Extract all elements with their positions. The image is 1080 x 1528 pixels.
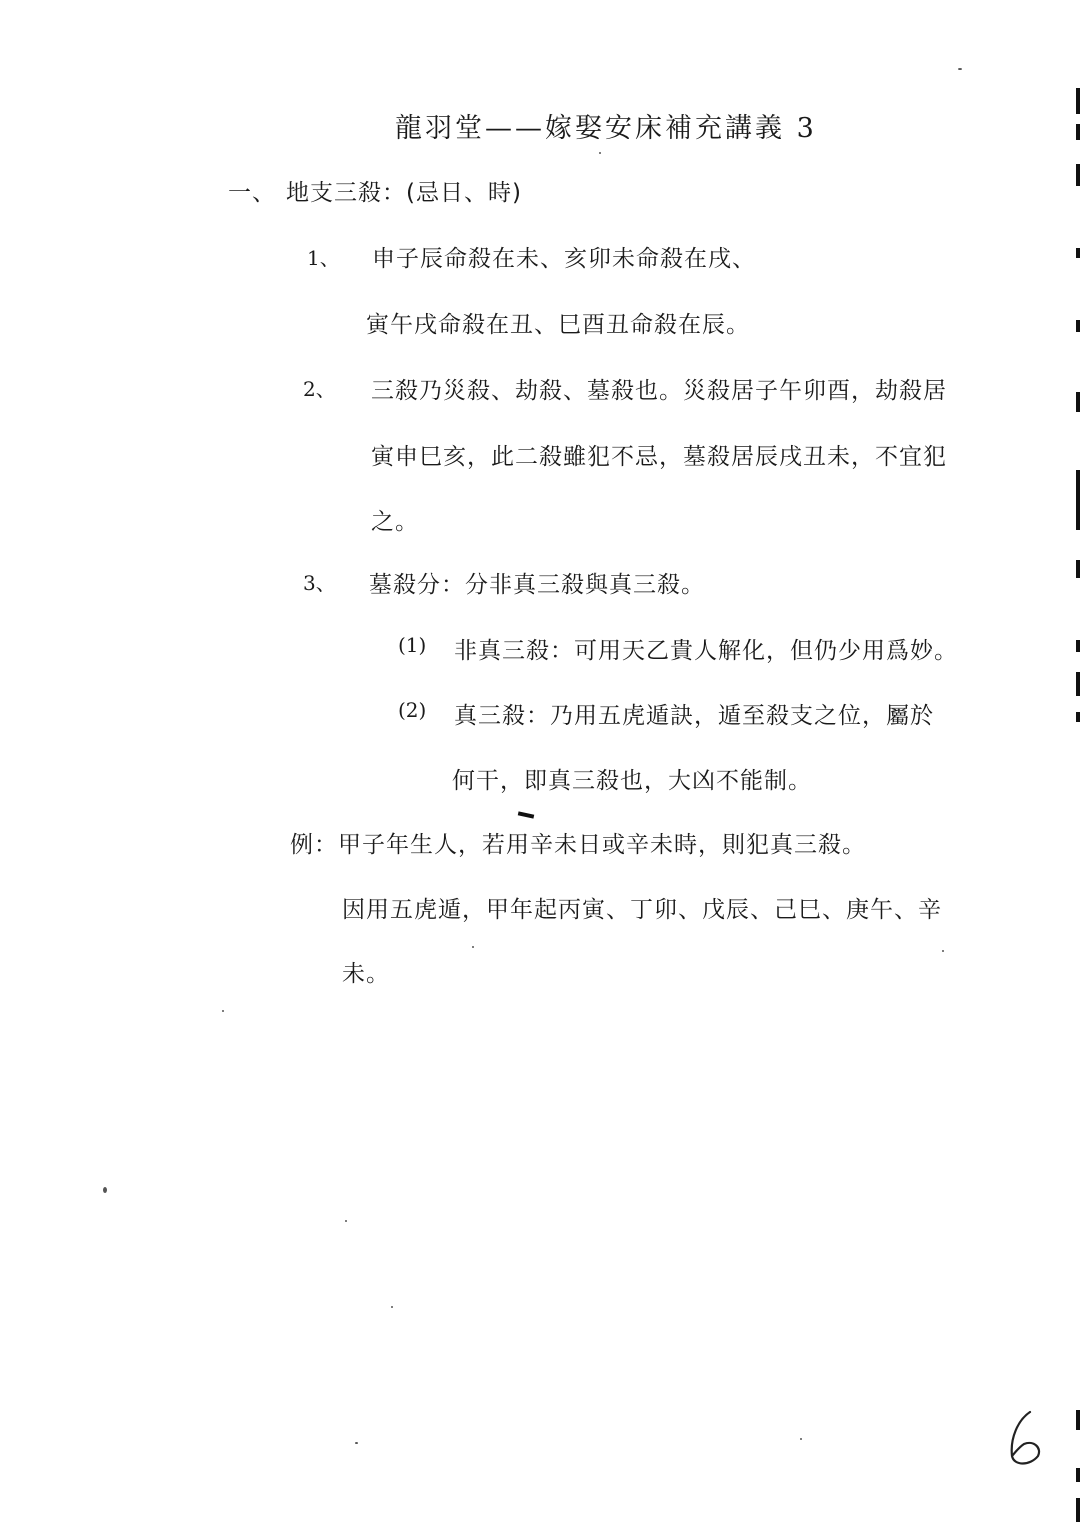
section-heading: 地支三殺：(忌日、時): [286, 180, 522, 206]
ink-mark: [518, 811, 534, 818]
scan-edge-mark: [1076, 320, 1080, 332]
item-number: 3、: [303, 571, 336, 595]
scan-edge-mark: [1076, 712, 1080, 722]
item-line: 寅午戌命殺在丑、巳酉丑命殺在辰。: [366, 312, 750, 338]
item-number: 2、: [303, 377, 336, 401]
example-line: 因用五虎遁，甲年起丙寅、丁卯、戊辰、己巳、庚午、辛: [342, 897, 942, 923]
document-title: 龍羽堂——嫁娶安床補充講義 3: [395, 113, 817, 144]
scan-edge-mark: [1076, 640, 1080, 652]
scan-speck: [103, 1187, 107, 1193]
scan-speck: [472, 946, 474, 948]
item-line: 申子辰命殺在未、亥卯未命殺在戌、: [372, 246, 756, 272]
scan-edge-mark: [1076, 1468, 1080, 1482]
section-marker: 一、: [228, 180, 276, 206]
scan-edge-mark: [1076, 470, 1080, 530]
scan-edge-mark: [1076, 124, 1080, 140]
item-number: 1、: [307, 246, 340, 270]
item-line: 之。: [371, 509, 419, 535]
scan-edge-mark: [1076, 392, 1080, 412]
subitem-label: (2): [398, 698, 427, 722]
scan-speck: [222, 1010, 224, 1012]
example-line: 未。: [342, 961, 390, 987]
scan-edge-mark: [1076, 1410, 1080, 1430]
scan-speck: [942, 950, 944, 952]
item-line: 墓殺分：分非真三殺與真三殺。: [369, 572, 705, 598]
scan-edge-mark: [1076, 88, 1080, 114]
item-line: 寅申巳亥，此二殺雖犯不忌，墓殺居辰戌丑未，不宜犯: [371, 444, 947, 470]
subitem-line: 非真三殺：可用天乙貴人解化，但仍少用爲妙。: [454, 638, 958, 664]
scan-edge-mark: [1076, 560, 1080, 578]
scan-edge-mark: [1076, 248, 1080, 258]
scan-speck: [345, 1220, 347, 1222]
example-line: 例：甲子年生人，若用辛未日或辛未時，則犯真三殺。: [290, 832, 866, 858]
scan-speck: [958, 68, 962, 70]
scan-speck: [355, 1442, 358, 1444]
scan-speck: [391, 1306, 393, 1308]
scan-edge-mark: [1076, 1498, 1080, 1522]
scan-edge-mark: [1076, 164, 1080, 186]
subitem-line: 真三殺：乃用五虎遁訣，遁至殺支之位，屬於: [454, 703, 934, 729]
subitem-line: 何干，即真三殺也，大凶不能制。: [452, 768, 812, 794]
handwritten-page-number: [1006, 1408, 1046, 1468]
scan-speck: [599, 152, 601, 154]
scan-speck: [800, 1438, 802, 1440]
item-line: 三殺乃災殺、劫殺、墓殺也。災殺居子午卯酉，劫殺居: [371, 378, 947, 404]
subitem-label: (1): [398, 633, 427, 657]
scan-edge-mark: [1076, 672, 1080, 696]
